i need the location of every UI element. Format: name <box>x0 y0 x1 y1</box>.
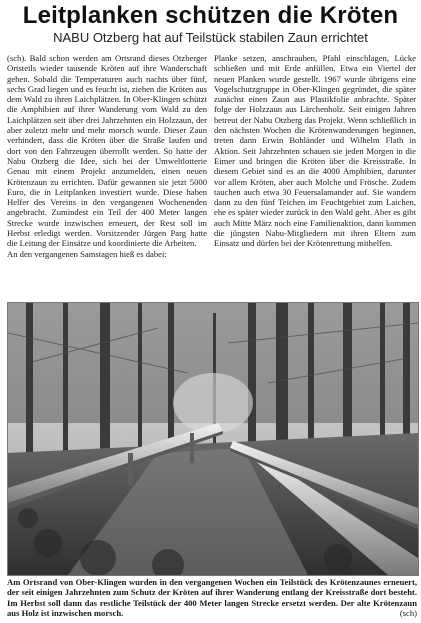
article-paragraph: (sch). Bald schon werden am Ortsrand dieses Otzberger Ortsteils wieder tausende Kröten auf ihre Wanderschaft gehen. Sobald die Temperaturen auch nachts über fünf, sechs Grad liegen und es feucht ist, ziehen die Kröten aus dem Wald zu ihren Laichplätzen. In Ober-Klingen schützt die Amphibien auf ihrer Wanderung vom Wald zu den Laichplätzen seit über drei Jahrzehnten ein Holzzaun, der aber zuletzt mehr und mehr morsch wurde. Dieser Zaun verhindert, dass die Kröten über die Straße laufen und dort von den Fahrzeugen überrollt werden. So hatte der Nabu Otzberg die Idee, sich bei der Umweltlotterie Genau mit einem Projekt anzumelden, einen neuen Krötenzaun zu errichten. Dafür gewannen sie jetzt 5000 Euro, die in Leitplanken investiert wurde. Diese haben Helfer des Vereins in den vergangenen Wochenenden angebracht. Zumindest ein Teil der 400 Meter langen Strecke wurde inzwischen erneuert, der Rest soll im Herbst erledigt werden. Vorsitzender Jürgen Parg hatte die Leitung der Einsätze und koordinierte die Arbeiten. <box>7 53 207 249</box>
article-column-right <box>214 53 416 301</box>
photo-caption-text: Am Ortsrand von Ober-Klingen wurden in den vergangenen Wochen ein Teilstück des Krötenzaunes erneuert, der seit einigen Jahrzehnten zum Schutz der Kröten auf ihrer Wanderung entlang der Kreisstraße dort besteht. Im Herbst soll dann das restliche Teilstück der 400 Meter langen Strecke ersetzt werden. Der alte Krötenzaun aus Holz ist inzwischen morsch. <box>7 577 417 618</box>
guardrail-forest-photo <box>8 303 418 575</box>
article-headline: Leitplanken schützen die Kröten <box>22 2 399 29</box>
article-paragraph: An den vergangenen Samstagen hieß es dabei: <box>7 248 167 259</box>
article-subheadline: NABU Otzberg hat auf Teilstück stabilen Zaun errichtet <box>53 30 368 45</box>
article-column-left <box>7 53 207 301</box>
article-photo <box>7 302 419 576</box>
photo-caption <box>7 577 417 618</box>
photo-credit: (sch) <box>396 608 417 618</box>
article-paragraph: Planke setzen, anschrauben, Pfahl einschlagen, Lücke schließen und mit Erde anfüllen. Etwa ein Viertel der neuen Planken wurde gestellt. 1967 wurde übrigens eine Vogelschutzgruppe in Ober-Klingen gegründet, die später zunächst einen Zaun aus Plastikfolie anbrachte. Später folge der Holzzaun aus Lärchenholz. Seit einigen Jahren betreut der Nabu Otzberg das Projekt. Wenn schließlich in den nächsten Wochen die Krötenwanderungen beginnen, treten dann Erwin Bohländer und Wilhelm Flath in Aktion. Seit Jahrzehnten schauen sie jeden Morgen in die Eimer und bringen die Kröten über die Kreisstraße. In diesem Gebiet sind es an die 4000 Amphibien, darunter vor allem Kröten, aber auch Molche und Frösche. Zudem tauchen auch etwa 30 Feuersalamander auf. Sie wandern dann zu den fünf Teichen im Feuchtgebiet zum Laichen, ehe es später wieder zurück in den Wald geht. Aber es gibt auch Mitte März noch eine Familienaktion, dann kommen die jüngsten Nabu-Mitgliedern mit ihren Eltern zum Einsatz und dürfen bei der Krötenrettung mithelfen. <box>214 53 416 249</box>
